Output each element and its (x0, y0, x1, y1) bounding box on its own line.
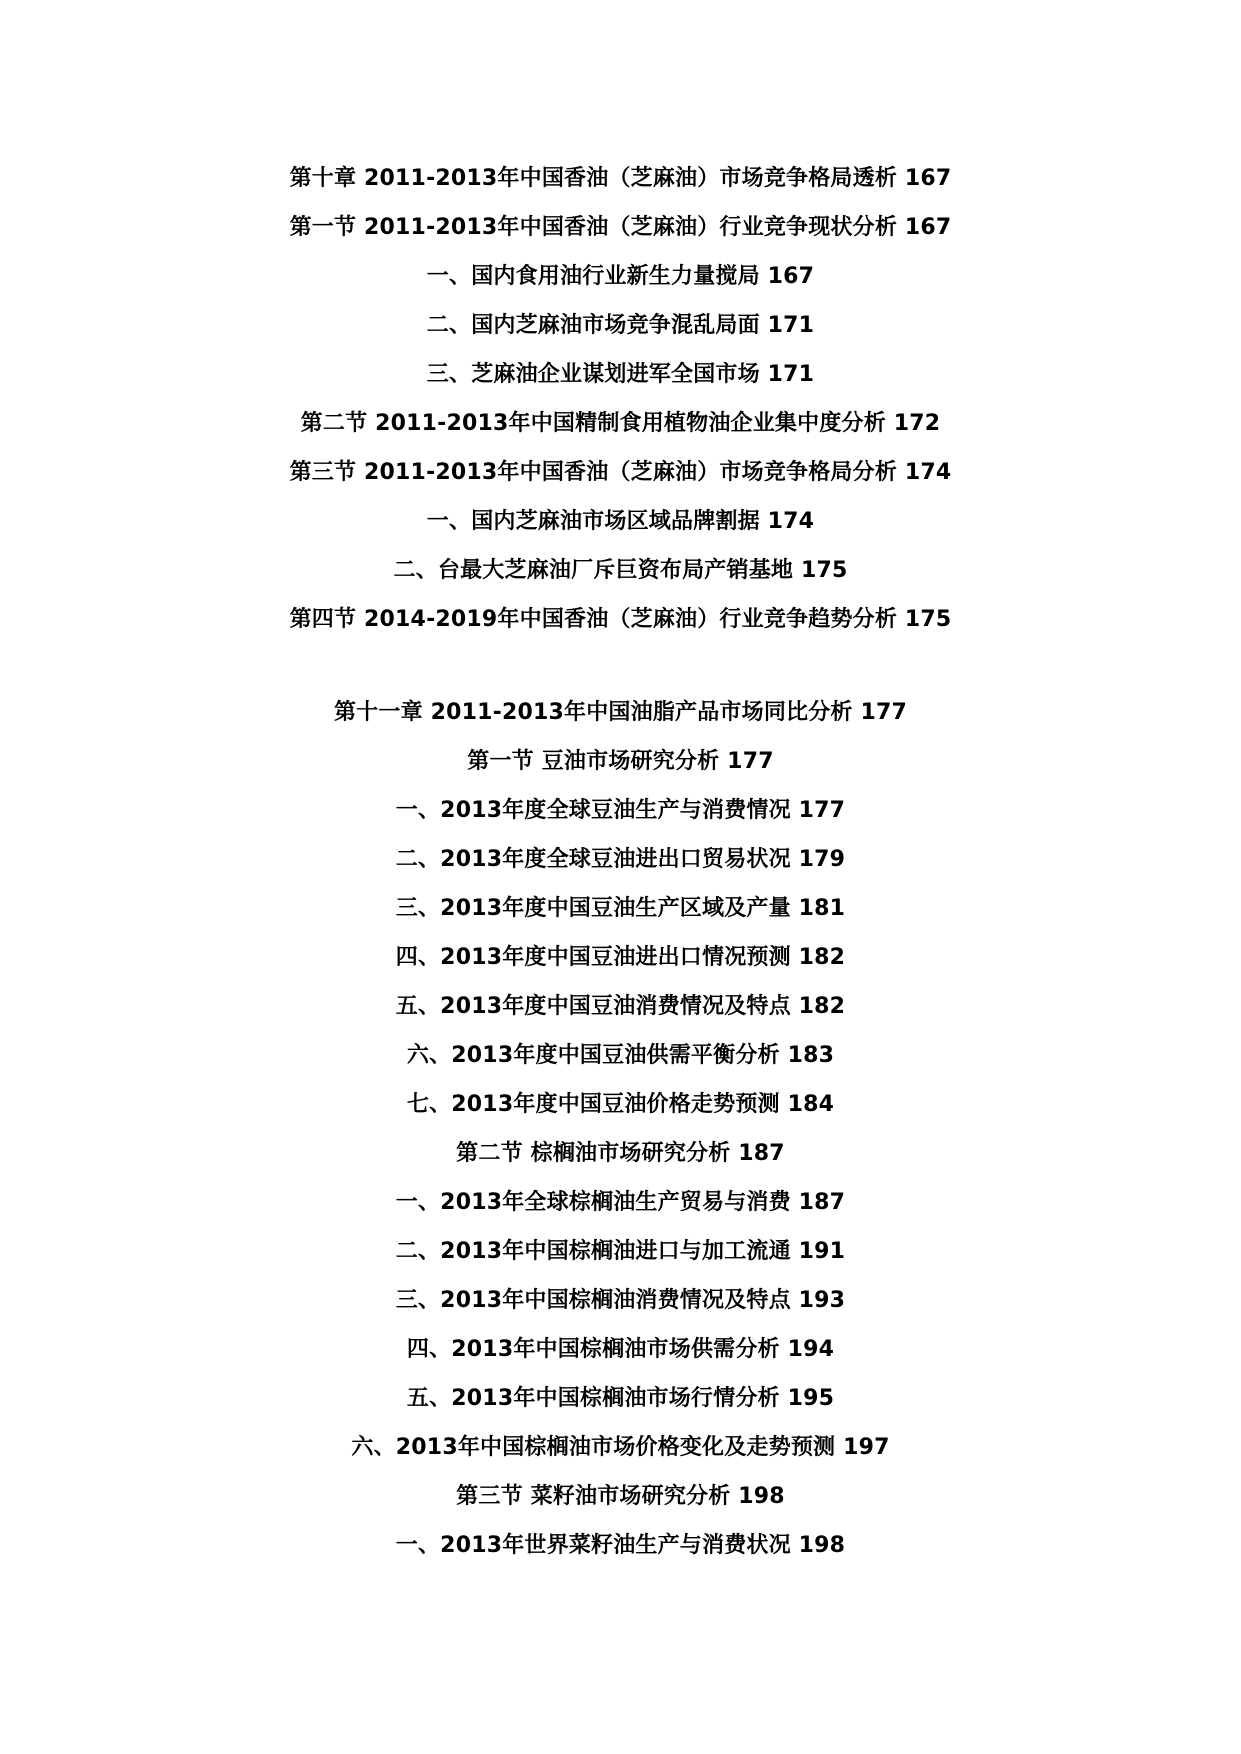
toc-entry-subsection: 二、2013年中国棕榈油进口与加工流通 191 (395, 1239, 846, 1264)
toc-entry-subsection: 一、国内芝麻油市场区域品牌割据 174 (426, 509, 815, 534)
toc-entry-subsection: 五、2013年度中国豆油消费情况及特点 182 (395, 994, 846, 1019)
toc-entry-section: 第一节 豆油市场研究分析 177 (467, 749, 774, 774)
toc-entry-subsection: 六、2013年度中国豆油供需平衡分析 183 (406, 1043, 835, 1068)
toc-entry-subsection: 二、2013年度全球豆油进出口贸易状况 179 (395, 847, 846, 872)
toc-entry-subsection: 七、2013年度中国豆油价格走势预测 184 (406, 1092, 835, 1117)
toc-entry-subsection: 一、2013年世界菜籽油生产与消费状况 198 (395, 1533, 846, 1558)
toc-entry-chapter: 第十章 2011-2013年中国香油（芝麻油）市场竞争格局透析 167 (289, 166, 952, 191)
toc-entry-section: 第三节 2011-2013年中国香油（芝麻油）市场竞争格局分析 174 (289, 460, 952, 485)
toc-section-chapter-10 (0, 154, 1241, 644)
toc-entry-subsection: 一、国内食用油行业新生力量搅局 167 (426, 264, 815, 289)
toc-entry-subsection: 一、2013年度全球豆油生产与消费情况 177 (395, 798, 846, 823)
toc-entry-section: 第二节 2011-2013年中国精制食用植物油企业集中度分析 172 (300, 411, 941, 436)
toc-entry-section: 第三节 菜籽油市场研究分析 198 (456, 1484, 785, 1509)
toc-entry-subsection: 五、2013年中国棕榈油市场行情分析 195 (406, 1386, 835, 1411)
toc-entry-subsection: 三、2013年中国棕榈油消费情况及特点 193 (395, 1288, 846, 1313)
toc-section-chapter-11 (0, 688, 1241, 1570)
toc-entry-subsection: 二、台最大芝麻油厂斥巨资布局产销基地 175 (393, 558, 848, 583)
toc-entry-subsection: 四、2013年度中国豆油进出口情况预测 182 (395, 945, 846, 970)
toc-entry-section: 第二节 棕榈油市场研究分析 187 (456, 1141, 785, 1166)
toc-entry-subsection: 一、2013年全球棕榈油生产贸易与消费 187 (395, 1190, 846, 1215)
toc-entry-subsection: 三、芝麻油企业谋划进军全国市场 171 (426, 362, 815, 387)
toc-entry-section: 第四节 2014-2019年中国香油（芝麻油）行业竞争趋势分析 175 (289, 607, 952, 632)
toc-entry-subsection: 四、2013年中国棕榈油市场供需分析 194 (406, 1337, 835, 1362)
toc-entry-subsection: 六、2013年中国棕榈油市场价格变化及走势预测 197 (351, 1435, 890, 1460)
toc-entry-subsection: 二、国内芝麻油市场竞争混乱局面 171 (426, 313, 815, 338)
toc-entry-subsection: 三、2013年度中国豆油生产区域及产量 181 (395, 896, 846, 921)
toc-entry-section: 第一节 2011-2013年中国香油（芝麻油）行业竞争现状分析 167 (289, 215, 952, 240)
toc-entry-chapter: 第十一章 2011-2013年中国油脂产品市场同比分析 177 (333, 700, 908, 725)
